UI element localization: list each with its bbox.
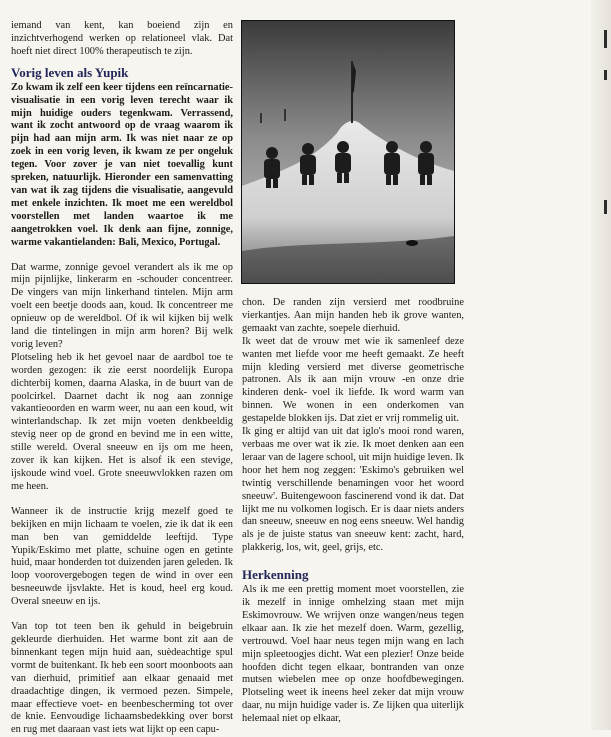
paragraph: Plotseling heb ik het gevoel naar de aardbol toe te worden gezogen: ik zie eerst noordelijk Europa dichterbij komen, daarna Alaska, in de buurt van de poolcirkel. Daarnet dacht ik nog aan zonnige vakantieoorden en warm weer, nu aan een koud, wit winterlandschap. Ik zet mijn voeten denkbeeldig stevig neer op de grond en bevind me in een witte, stille wereld. Overal sneeuw en ijs om me heen, zover ik kan kijken. Het is alsof ik een stevige, ijskoude wind voel. Grote sneeuwvlokken razen om me heen. bbox=[11, 351, 233, 492]
right-column bbox=[242, 297, 464, 726]
paragraph: Van top tot teen ben ik gehuld in beigebruin gekleurde dierhuiden. Het warme bont zit aan de binnenkant tegen mijn huid aan, suèdeachtige spul vormt de buitenkant. Ik heb een soort moonboots aan van dierhuid, primitief aan elkaar genaaid met draadachtige dingen, ik vermoed pezen. Simpele, maar effectieve voet- en beenbescherming tot over de knie. Eenvoudige lichaamsbedekking over borst en rug met daaraan vast iets wat lijkt op een capu- bbox=[11, 621, 233, 736]
section-heading-herkenning: Herkenning bbox=[242, 567, 309, 583]
edge-mark bbox=[604, 200, 607, 214]
paragraph: Als ik me een prettig moment moet voorstellen, zie ik mezelf in innige omhelzing staan met mijn Eskimovrouw. We wrijven onze wangen/neus tegen elkaar aan. Ik zie het mezelf doen. Warm, gezellig, vertrouwd. Voel haar neus tegen mijn wang en lach mijn spleetoogjes dicht. Wat een plezier! Onze beide hoofden dicht tegen elkaar, bontranden van onze mutsen wiebelen mee op onze hoofdbewegingen. Plotseling weet ik ineens heel zeker dat mijn vrouw daar, nu mijn huidige vader is. Ze lijken qua uiterlijk helemaal niet op elkaar, bbox=[242, 584, 464, 725]
left-column bbox=[11, 20, 233, 737]
intro-paragraph: iemand van kent, kan boeiend zijn en inzichtverhogend werken op relationeel vlak. Dat hoeft niet direct 100% therapeutisch te zijn. bbox=[11, 20, 233, 57]
paragraph: Ik weet dat de vrouw met wie ik samenleef deze wanten met liefde voor me heeft gemaakt. Ze heeft mijn kleding versierd met diverse geometrische patronen. Als ik aan mijn vrouw -en onze drie kinderen denk- voel ik liefde. Ik word warm van binnen. We wonen in een onderkomen van gestapelde blokken ijs. Dat ziet er vrij rommelig uit. bbox=[242, 335, 464, 425]
paragraph: Wanneer ik de instructie krijg mezelf goed te bekijken en mijn lichaam te voelen, zie ik dat ik een man ben van gemiddelde leeftijd. Type Yupik/Eskimo met platte, schuine ogen en getinte huid, maar honderden tot duizenden jaren geleden. Ik loop voorovergebogen tegen de wind in over een besneeuwde ijsvlakte. Het is koud, heel erg koud. Overal sneeuw en ijs. bbox=[11, 505, 233, 608]
paragraph: Ik ging er altijd van uit dat iglo's mooi rond waren, verbaas me over wat ik zie. Ik moet denken aan een leraar van de lagere school, uit mijn huidige leven. Ik hoor het hem nog zeggen: 'Eskimo's gebruiken wel twintig verschillende benamingen voor het woord sneeuw'. Buitengewoon fascinerend vond ik dat. Dat lijkt me nu volkomen logisch. Er is daar niets anders dan sneeuw, sneeuw en nog eens sneeuw. Wel handig als je de juiste status van sneeuw kent: zacht, hard, plakkerig, los, wit, geel, grijs, etc. bbox=[242, 426, 464, 554]
edge-mark bbox=[604, 70, 607, 80]
eskimo-group-photo bbox=[241, 20, 455, 284]
page-edge bbox=[591, 0, 611, 730]
edge-mark bbox=[604, 30, 607, 48]
paragraph: Dat warme, zonnige gevoel verandert als ik me op mijn pijnlijke, linkerarm en -schouder concentreer. De vingers van mijn linkerhand tintelen. Mijn arm voelt een beetje doods aan, koud. Ik concentreer me opnieuw op de wereldbol. Of ik wil kijken bij welk land die tintelingen in mijn arm horen? Bij welk vorig leven? bbox=[11, 261, 233, 350]
paragraph: chon. De randen zijn versierd met roodbruine vierkantjes. Aan mijn handen heb ik grove wanten, gemaakt van zachte, soepele dierhuid. bbox=[242, 297, 464, 334]
lead-paragraph: Zo kwam ik zelf een keer tijdens een reïncarnatie-visualisatie in een vorig leven terecht waar ik mijn huidige ouders tegenkwam. Verrassend, want ik zocht antwoord op de vraag waarom ik pijn had aan mijn arm. Ik was niet naar ze op zoek in een vorig leven, ik kwam ze per ongeluk tegen. Voor zover je van niet toevallig kunt spreken, natuurlijk. Hieronder een samenvatting van wat ik zag tijdens die visualisatie, aangevuld met enkele inzichten. Ik moet me een wereldbol voorstellen met landen waartoe ik me aangetrokken voel. Ik denk aan fijne, zonnige, warme vakantielanden: Bali, Mexico, Portugal. bbox=[11, 81, 233, 248]
section-heading-vorig-leven: Vorig leven als Yupik bbox=[11, 64, 129, 80]
